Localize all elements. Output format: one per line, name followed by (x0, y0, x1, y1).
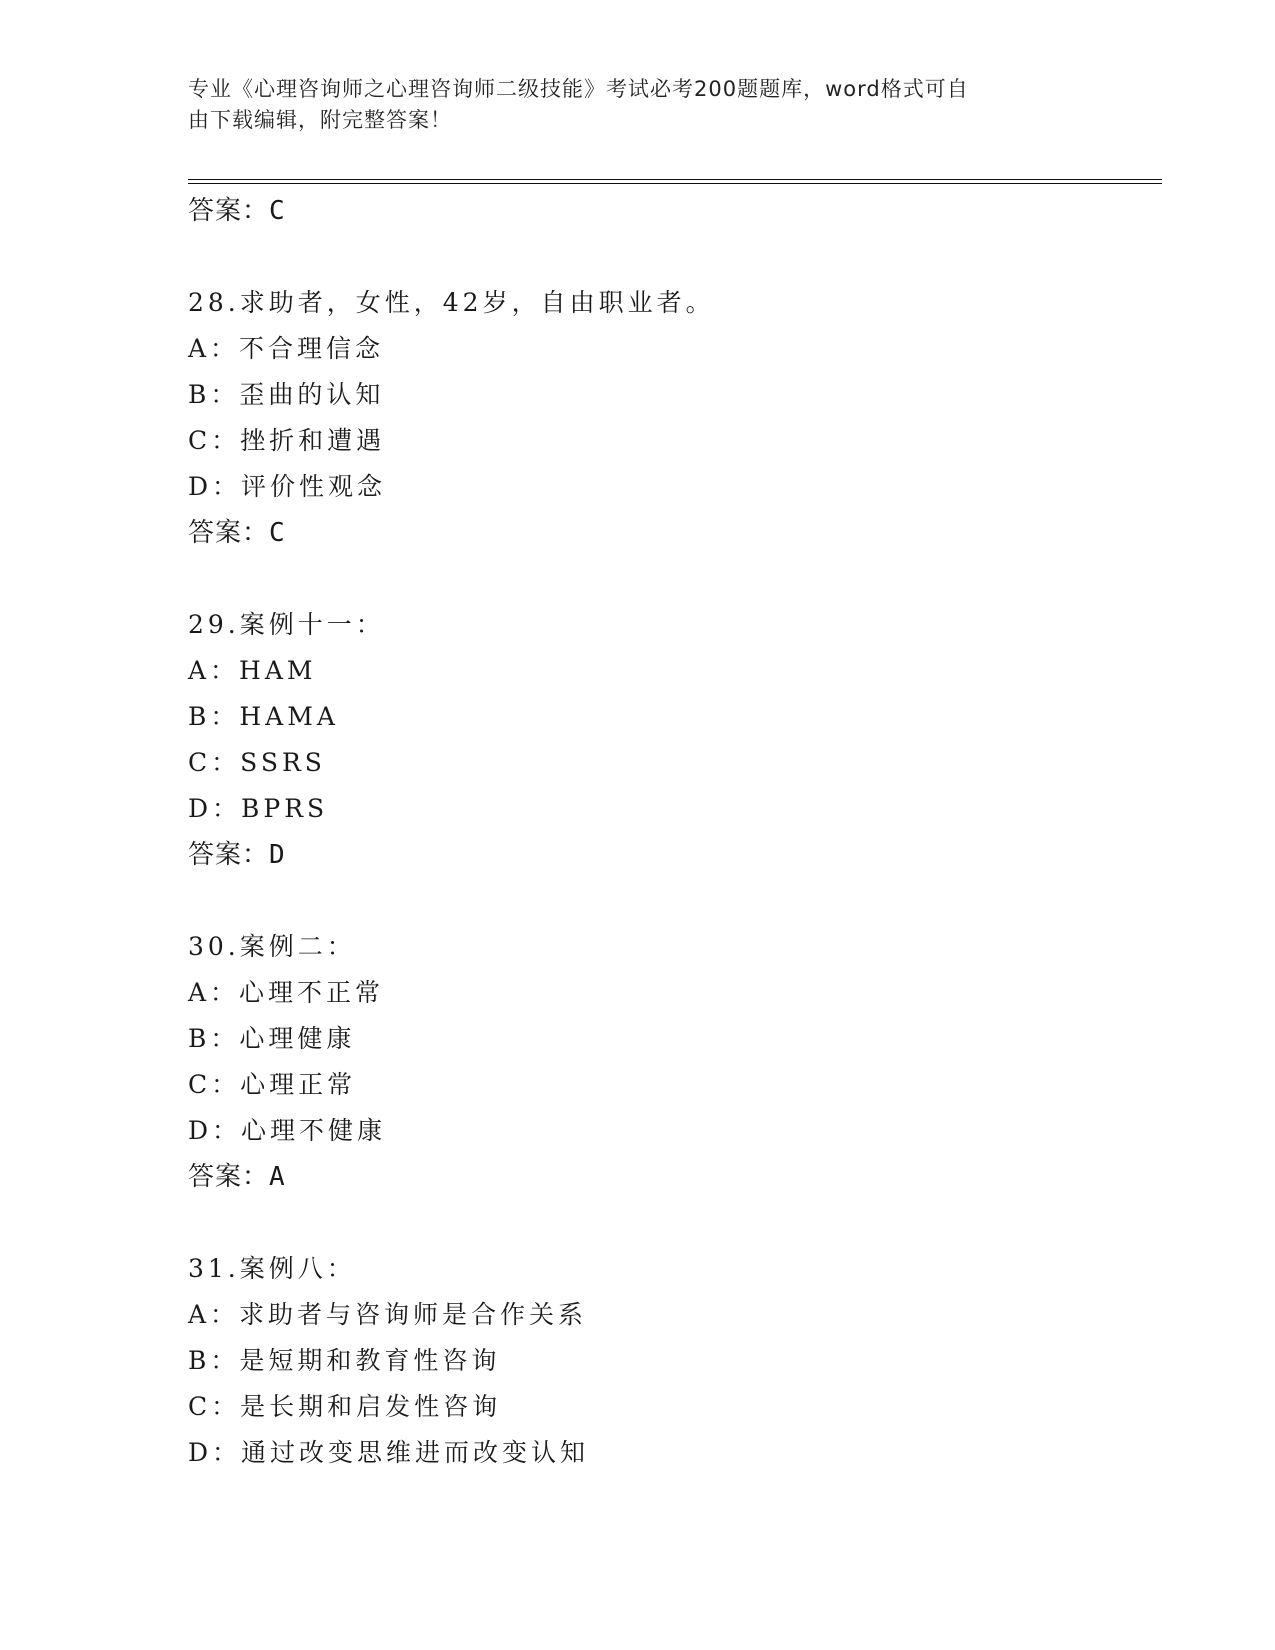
option-c: C：SSRS (188, 748, 326, 777)
question-stem: 31.案例八： (188, 1254, 356, 1283)
option-d: D：心理不健康 (188, 1116, 387, 1145)
option-b: B：歪曲的认知 (188, 380, 385, 409)
option-c: C：心理正常 (188, 1070, 357, 1099)
answer-line: 答案：D (188, 840, 286, 870)
option-a: A：不合理信念 (188, 334, 385, 363)
spacer (188, 878, 1168, 924)
header-line-2: 由下载编辑，附完整答案！ (188, 108, 452, 132)
option-b: B：是短期和教育性咨询 (188, 1346, 501, 1375)
answer-line: 答案：C (188, 518, 286, 548)
option-d: D：BPRS (188, 794, 329, 823)
question-stem: 29.案例十一： (188, 610, 385, 639)
option-c: C：是长期和启发性咨询 (188, 1392, 502, 1421)
question-stem: 30.案例二： (188, 932, 356, 961)
answer-line: 答案：C (188, 196, 286, 226)
header-divider-bottom (188, 183, 1162, 184)
header-divider-top (188, 179, 1162, 180)
spacer (188, 234, 1168, 280)
header-line-1: 专业《心理咨询师之心理咨询师二级技能》考试必考200题题库，word格式可自 (188, 77, 969, 101)
option-d: D：通过改变思维进而改变认知 (188, 1438, 590, 1467)
spacer (188, 1200, 1168, 1246)
option-a: A：HAM (188, 656, 317, 685)
option-d: D：评价性观念 (188, 472, 387, 501)
document-header (188, 74, 1088, 136)
question-list (188, 188, 1168, 1476)
spacer (188, 556, 1168, 602)
answer-line: 答案：A (188, 1162, 286, 1192)
option-b: B：心理健康 (188, 1024, 356, 1053)
option-a: A：求助者与咨询师是合作关系 (188, 1300, 588, 1329)
option-a: A：心理不正常 (188, 978, 385, 1007)
option-b: B：HAMA (188, 702, 339, 731)
question-stem: 28.求助者，女性，42岁，自由职业者。 (188, 288, 715, 317)
option-c: C：挫折和遭遇 (188, 426, 386, 455)
